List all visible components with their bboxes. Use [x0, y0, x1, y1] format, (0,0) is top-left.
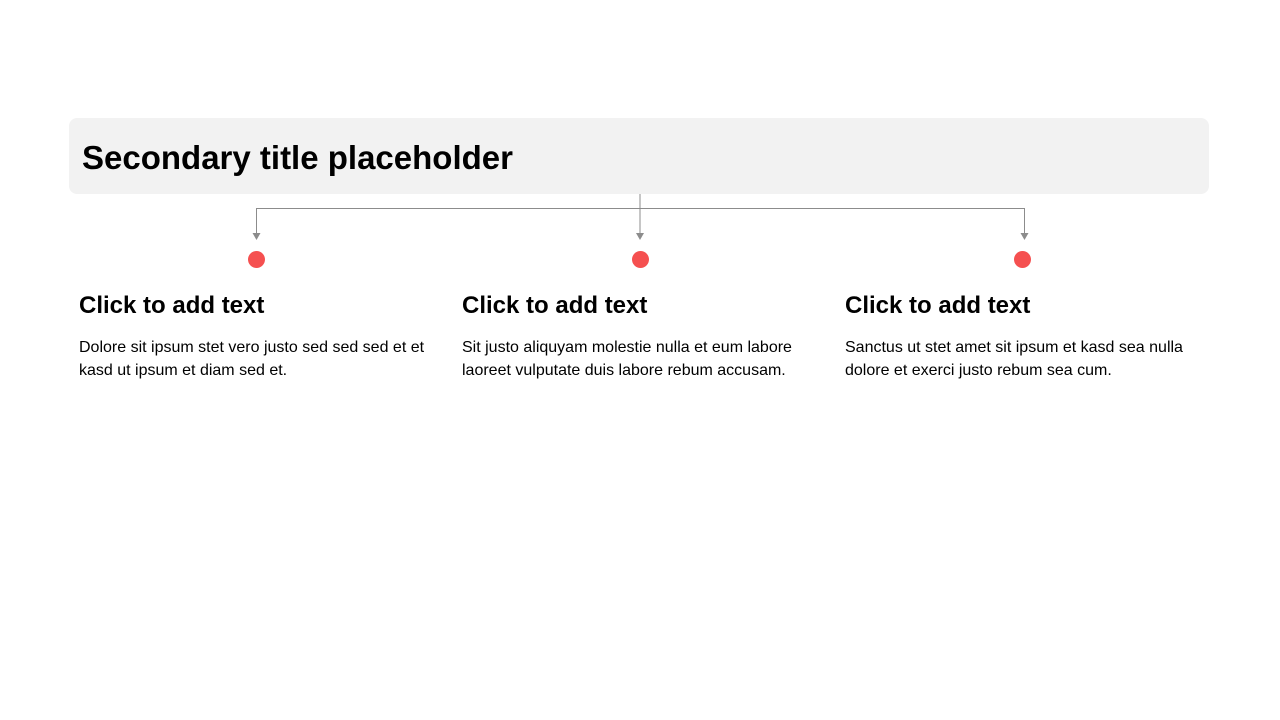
arrowhead-right-icon: [1021, 233, 1029, 240]
bullet-dot-right: [1014, 251, 1031, 268]
column-heading[interactable]: Click to add text: [845, 292, 1031, 319]
bullet-dot-left: [248, 251, 265, 268]
column-heading[interactable]: Click to add text: [462, 292, 648, 319]
title-box: [69, 118, 1209, 194]
column-body-text[interactable]: Dolore sit ipsum stet vero justo sed sed sed et et kasd ut ipsum et diam sed et.: [79, 339, 425, 379]
column-body-text[interactable]: Sanctus ut stet amet sit ipsum et kasd sea nulla dolore et exerci justo rebum sea cum.: [845, 339, 1183, 379]
arrowhead-left-icon: [253, 233, 261, 240]
bullet-dot-center: [632, 251, 649, 268]
column-body-text[interactable]: Sit justo aliquyam molestie nulla et eum labore laoreet vulputate duis labore rebum accusam.: [462, 339, 792, 379]
column-right: [845, 290, 1205, 382]
arrowhead-center-icon: [636, 233, 644, 240]
column-center: [462, 290, 822, 382]
column-heading[interactable]: Click to add text: [79, 292, 265, 319]
secondary-title[interactable]: Secondary title placeholder: [82, 139, 513, 176]
column-left: [79, 290, 439, 382]
